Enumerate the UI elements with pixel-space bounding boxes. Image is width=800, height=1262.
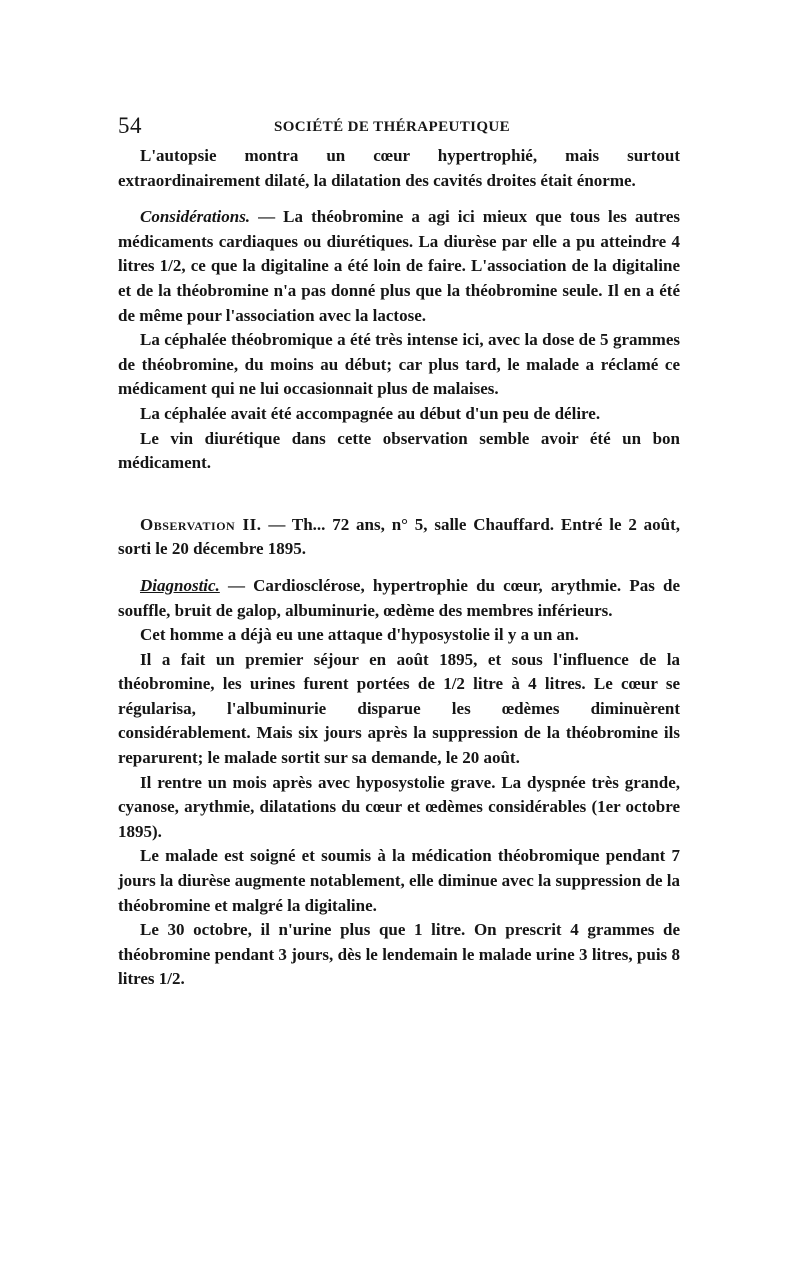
page-header <box>118 112 680 144</box>
paragraph-considerations <box>118 205 680 328</box>
diagnostic-text: — Cardiosclérose, hypertrophie du cœur, arythmie. Pas de souffle, bruit de galop, albuminurie, œdème des membres inférieurs. <box>118 575 680 620</box>
paragraph-soigne: Le malade est soigné et soumis à la médication théobromique pendant 7 jours la diurèse augmente notablement, elle diminue avec la suppression de la théobromine et malgré la digitaline. <box>118 846 680 915</box>
paragraph-vin-diuretique: Le vin diurétique dans cette observation semble avoir été un bon médicament. <box>118 428 680 473</box>
paragraph-attaque: Cet homme a déjà eu une attaque d'hyposystolie il y a un an. <box>140 625 579 645</box>
spacer <box>118 476 680 513</box>
paragraph-premier-sejour: Il a fait un premier séjour en août 1895, et sous l'influence de la théobromine, les urines furent portées de 1/2 litre à 4 litres. Le cœur se régularisa, l'albuminurie disparue les œdèmes diminuèrent considérablement. Mais six jours après la suppression de la théobromine ils reparurent; le malade sortit sur sa demande, le 20 août. <box>118 649 680 768</box>
observation-heading: Observation II. <box>140 514 262 534</box>
paragraph-trente-octobre: Le 30 octobre, il n'urine plus que 1 litre. On prescrit 4 grammes de théobromine pendant 3 jours, dès le lendemain le malade urine 3 litres, puis 8 litres 1/2. <box>118 920 680 989</box>
document-body <box>118 144 680 992</box>
diagnostic-heading: Diagnostic. <box>140 575 220 595</box>
paragraph-diagnostic <box>118 574 680 623</box>
considerations-text: — La théobromine a agi ici mieux que tous les autres médicaments cardiaques ou diurétiques. La diurèse par elle a pu atteindre 4 litres 1/2, ce que la digitaline a été loin de faire. L'association de la digitaline et de la théobromine n'a pas donné plus que la théobromine seule. Il en a été de même pour l'association avec la lactose. <box>118 207 680 325</box>
paragraph-rentre: Il rentre un mois après avec hyposystolie grave. La dyspnée très grande, cyanose, arythmie, dilatations du cœur et œdèmes considérables (1er octobre 1895). <box>118 772 680 841</box>
paragraph-cephalee-1: La céphalée théobromique a été très intense ici, avec la dose de 5 grammes de théobromine, du moins au début; car plus tard, le malade a réclamé ce médicament qui ne lui occasionnait plus de malaises. <box>118 330 680 399</box>
page-number: 54 <box>118 113 142 138</box>
observation-text: — Th... 72 ans, n° 5, salle Chauffard. Entré le 2 août, sorti le 20 décembre 1895. <box>118 514 681 559</box>
spacer <box>118 562 680 574</box>
spacer <box>118 193 680 205</box>
paragraph-observation <box>118 513 680 562</box>
paragraph-autopsie: L'autopsie montra un cœur hypertrophié, mais surtout extraordinairement dilaté, la dilatation des cavités droites était énorme. <box>118 146 680 190</box>
running-title: SOCIÉTÉ DE THÉRAPEUTIQUE <box>274 119 511 135</box>
paragraph-cephalee-2: La céphalée avait été accompagnée au début d'un peu de délire. <box>140 403 601 423</box>
document-page <box>118 112 680 992</box>
considerations-heading: Considérations. <box>140 207 251 227</box>
